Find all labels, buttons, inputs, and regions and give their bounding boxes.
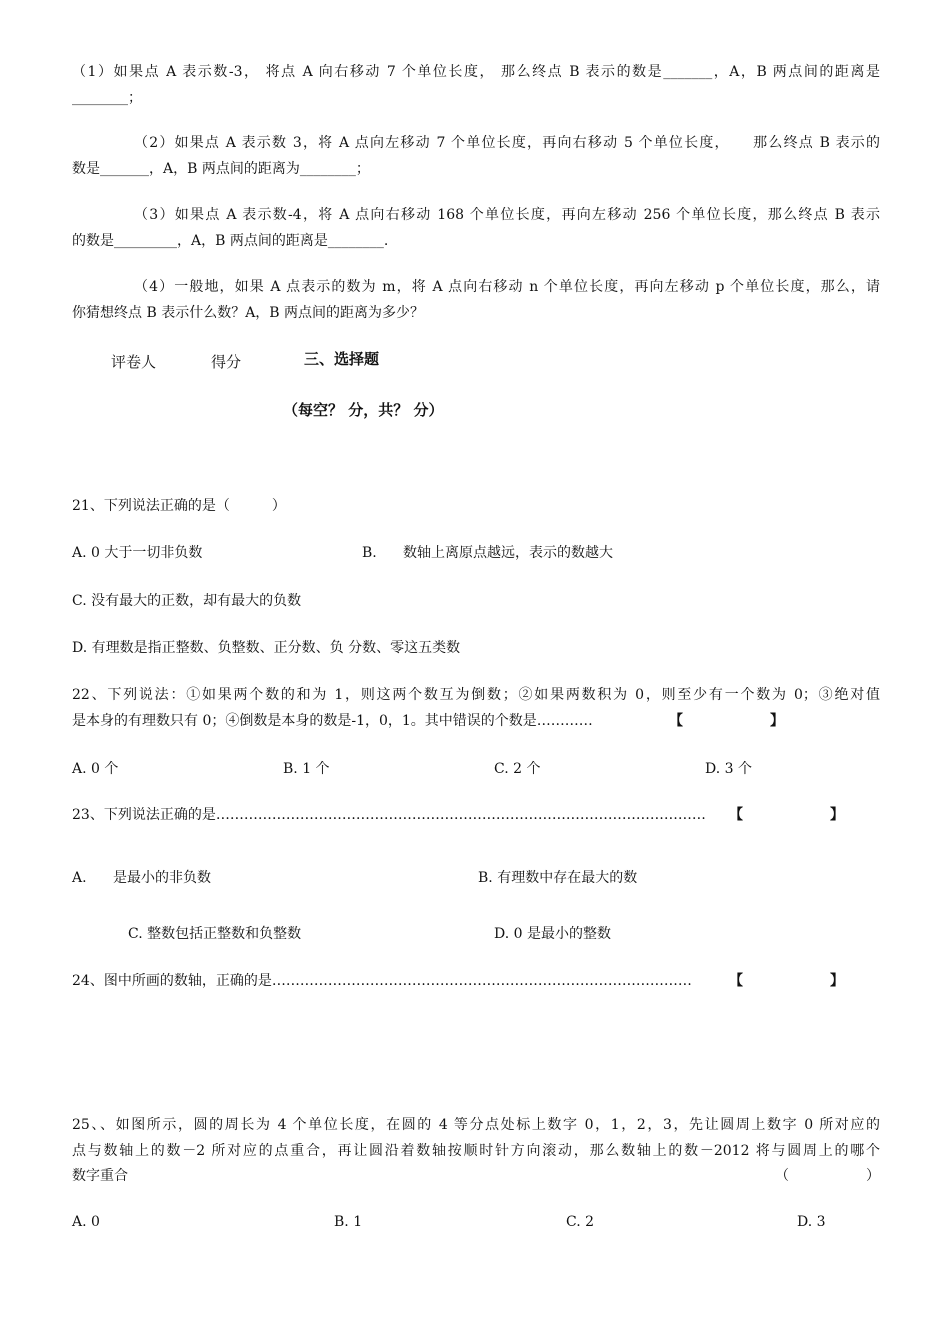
q21-option-b-label: B. <box>362 545 377 561</box>
score-label: 得分 <box>211 353 242 371</box>
q22-line2: 是本身的有理数只有 0；④倒数是本身的数是-1，0，1。其中错误的个数是………… <box>72 713 593 729</box>
q22-option-a: A. 0 个 <box>72 761 119 777</box>
q22-bracket-close: 】 <box>770 713 784 729</box>
q25-paren-close: ） <box>866 1168 880 1184</box>
q23-option-c: C. 整数包括正整数和负整数 <box>128 926 302 942</box>
q25-option-d: D. 3 <box>797 1214 826 1230</box>
q24-stem: 24、图中所画的数轴，正确的是……………………………………………………………………………… <box>72 973 692 989</box>
q24-bracket-close: 】 <box>830 973 844 989</box>
q25-option-a: A. 0 <box>72 1214 100 1230</box>
q25-line3: 数字重合 <box>72 1168 128 1184</box>
q22-option-b: B. 1 个 <box>283 761 330 777</box>
q22-option-d: D. 3 个 <box>705 761 752 777</box>
fill-q1-line1: （1）如果点 A 表示数-3， 将点 A 向右移动 7 个单位长度， 那么终点 B 表示的数是_______，A，B 两点间的距离是 <box>72 64 880 80</box>
fill-q4-line2: 你猜想终点 B 表示什么数？A，B 两点间的距离为多少？ <box>72 305 425 321</box>
q22-bracket-open: 【 <box>669 713 683 729</box>
q23-bracket-open: 【 <box>729 807 743 823</box>
q25-option-c: C. 2 <box>566 1214 595 1230</box>
fill-q2-line1: （2）如果点 A 表示数 3，将 A 点向左移动 7 个单位长度，再向右移动 5 个单位长度， 那么终点 B 表示的 <box>134 135 880 151</box>
q23-bracket-close: 】 <box>830 807 844 823</box>
q23-option-a-label: A. <box>72 870 87 886</box>
q21-option-b-text: 数轴上离原点越远，表示的数越大 <box>403 545 613 561</box>
q23-option-d: D. 0 是最小的整数 <box>494 926 611 942</box>
section-title: 三、选择题 <box>304 350 380 368</box>
q22-line1: 22、下列说法：①如果两个数的和为 1，则这两个数互为倒数；②如果两数积为 0，则至少有一个数为 0；③绝对值 <box>72 687 880 703</box>
q21-option-d: D. 有理数是指正整数、负整数、正分数、负 分数、零这五类数 <box>72 640 461 656</box>
q21-option-c: C. 没有最大的正数，却有最大的负数 <box>72 593 302 609</box>
fill-q1-line2: ________； <box>72 90 142 106</box>
q23-option-b: B. 有理数中存在最大的数 <box>478 870 638 886</box>
fill-q3-line2: 的数是_________，A，B 两点间的距离是________. <box>72 233 389 249</box>
q21-option-a: A. 0 大于一切非负数 <box>72 545 203 561</box>
q23-option-a-text: 是最小的非负数 <box>113 870 211 886</box>
q24-bracket-open: 【 <box>729 973 743 989</box>
fill-q4-line1: （4）一般地，如果 A 点表示的数为 m，将 A 点向右移动 n 个单位长度，再向左移动 p 个单位长度，那么，请 <box>134 279 880 295</box>
fill-q3-line1: （3）如果点 A 表示数-4，将 A 点向右移动 168 个单位长度，再向左移动 256 个单位长度，那么终点 B 表示 <box>134 207 880 223</box>
q25-line2: 点与数轴上的数－2 所对应的点重合，再让圆沿着数轴按顺时针方向滚动，那么数轴上的数－2012 将与圆周上的哪个 <box>72 1143 880 1159</box>
q25-paren-open: （ <box>775 1168 789 1184</box>
fill-q2-line2: 数是_______，A，B 两点间的距离为________； <box>72 161 370 177</box>
q22-option-c: C. 2 个 <box>494 761 541 777</box>
grader-label: 评卷人 <box>111 353 157 371</box>
q25-option-b: B. 1 <box>334 1214 363 1230</box>
q21-stem: 21、下列说法正确的是（ ） <box>72 498 286 514</box>
q25-line1: 25、、如图所示，圆的周长为 4 个单位长度，在圆的 4 等分点处标上数字 0，1，2，3，先让圆周上数字 0 所对应的 <box>72 1117 880 1133</box>
section-subtitle: （每空？ 分，共？ 分） <box>283 401 444 419</box>
q23-stem: 23、下列说法正确的是…………………………………………………………………………………………… <box>72 807 706 823</box>
